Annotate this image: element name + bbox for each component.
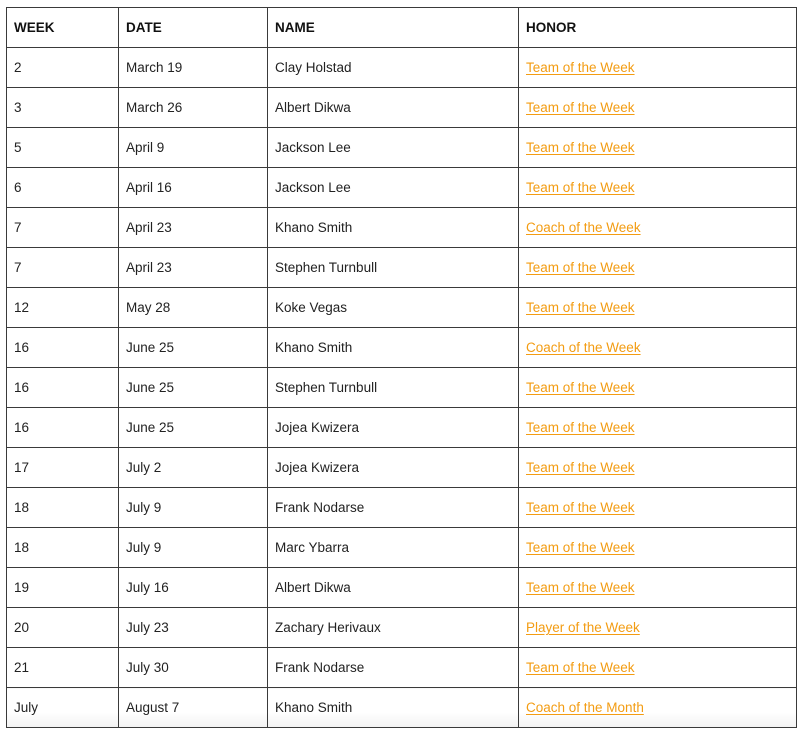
- week-cell: 19: [7, 568, 119, 608]
- column-header-week: WEEK: [7, 8, 119, 48]
- name-cell: Stephen Turnbull: [268, 248, 519, 288]
- date-cell: July 2: [119, 448, 268, 488]
- honor-link[interactable]: Coach of the Week: [526, 340, 641, 355]
- name-cell: Marc Ybarra: [268, 528, 519, 568]
- honor-link[interactable]: Team of the Week: [526, 180, 635, 195]
- date-cell: April 16: [119, 168, 268, 208]
- honor-cell: [519, 488, 797, 528]
- honor-link[interactable]: Coach of the Week: [526, 220, 641, 235]
- table-row: [7, 608, 797, 648]
- date-cell: July 30: [119, 648, 268, 688]
- honor-link[interactable]: Team of the Week: [526, 100, 635, 115]
- honor-link[interactable]: Team of the Week: [526, 420, 635, 435]
- date-cell: July 9: [119, 488, 268, 528]
- honor-link[interactable]: Coach of the Month: [526, 700, 644, 715]
- table-row: [7, 208, 797, 248]
- table-row: [7, 48, 797, 88]
- honor-cell: [519, 248, 797, 288]
- honor-link[interactable]: Team of the Week: [526, 60, 635, 75]
- table-row: [7, 288, 797, 328]
- honor-cell: [519, 128, 797, 168]
- table-row: [7, 528, 797, 568]
- header-row: [7, 8, 797, 48]
- table-row: [7, 568, 797, 608]
- honor-link[interactable]: Team of the Week: [526, 460, 635, 475]
- name-cell: Jojea Kwizera: [268, 408, 519, 448]
- date-cell: April 23: [119, 248, 268, 288]
- table-row: [7, 128, 797, 168]
- honor-cell: [519, 288, 797, 328]
- week-cell: July: [7, 688, 119, 728]
- name-cell: Jojea Kwizera: [268, 448, 519, 488]
- honor-link[interactable]: Team of the Week: [526, 660, 635, 675]
- week-cell: 18: [7, 528, 119, 568]
- date-cell: June 25: [119, 328, 268, 368]
- honor-cell: [519, 368, 797, 408]
- honor-link[interactable]: Team of the Week: [526, 500, 635, 515]
- week-cell: 7: [7, 248, 119, 288]
- date-cell: March 26: [119, 88, 268, 128]
- honor-cell: [519, 528, 797, 568]
- honor-link[interactable]: Team of the Week: [526, 580, 635, 595]
- honors-table: [6, 7, 797, 728]
- week-cell: 18: [7, 488, 119, 528]
- name-cell: Khano Smith: [268, 208, 519, 248]
- honor-cell: [519, 608, 797, 648]
- name-cell: Jackson Lee: [268, 128, 519, 168]
- table-row: [7, 688, 797, 728]
- week-cell: 21: [7, 648, 119, 688]
- name-cell: Koke Vegas: [268, 288, 519, 328]
- honor-link[interactable]: Team of the Week: [526, 300, 635, 315]
- week-cell: 16: [7, 328, 119, 368]
- name-cell: Khano Smith: [268, 328, 519, 368]
- honor-cell: [519, 208, 797, 248]
- date-cell: August 7: [119, 688, 268, 728]
- week-cell: 17: [7, 448, 119, 488]
- honor-link[interactable]: Player of the Week: [526, 620, 640, 635]
- column-header-honor: HONOR: [519, 8, 797, 48]
- honor-cell: [519, 168, 797, 208]
- week-cell: 12: [7, 288, 119, 328]
- honor-cell: [519, 448, 797, 488]
- honor-link[interactable]: Team of the Week: [526, 140, 635, 155]
- table-row: [7, 448, 797, 488]
- honor-cell: [519, 328, 797, 368]
- honor-cell: [519, 568, 797, 608]
- date-cell: June 25: [119, 408, 268, 448]
- table-row: [7, 328, 797, 368]
- honor-link[interactable]: Team of the Week: [526, 380, 635, 395]
- name-cell: Clay Holstad: [268, 48, 519, 88]
- table-row: [7, 408, 797, 448]
- name-cell: Albert Dikwa: [268, 568, 519, 608]
- date-cell: June 25: [119, 368, 268, 408]
- date-cell: April 9: [119, 128, 268, 168]
- table-row: [7, 488, 797, 528]
- week-cell: 16: [7, 408, 119, 448]
- honor-link[interactable]: Team of the Week: [526, 540, 635, 555]
- table-row: [7, 248, 797, 288]
- table-row: [7, 168, 797, 208]
- week-cell: 16: [7, 368, 119, 408]
- honor-link[interactable]: Team of the Week: [526, 260, 635, 275]
- name-cell: Jackson Lee: [268, 168, 519, 208]
- week-cell: 3: [7, 88, 119, 128]
- date-cell: April 23: [119, 208, 268, 248]
- table-body: [7, 48, 797, 728]
- date-cell: May 28: [119, 288, 268, 328]
- honor-cell: [519, 88, 797, 128]
- name-cell: Frank Nodarse: [268, 648, 519, 688]
- date-cell: July 9: [119, 528, 268, 568]
- honors-table-container: [6, 7, 796, 728]
- honor-cell: [519, 688, 797, 728]
- week-cell: 2: [7, 48, 119, 88]
- name-cell: Frank Nodarse: [268, 488, 519, 528]
- column-header-date: DATE: [119, 8, 268, 48]
- table-header: [7, 8, 797, 48]
- table-row: [7, 88, 797, 128]
- date-cell: July 16: [119, 568, 268, 608]
- name-cell: Zachary Herivaux: [268, 608, 519, 648]
- honor-cell: [519, 408, 797, 448]
- name-cell: Albert Dikwa: [268, 88, 519, 128]
- date-cell: July 23: [119, 608, 268, 648]
- honor-cell: [519, 48, 797, 88]
- week-cell: 6: [7, 168, 119, 208]
- table-row: [7, 648, 797, 688]
- column-header-name: NAME: [268, 8, 519, 48]
- week-cell: 5: [7, 128, 119, 168]
- week-cell: 20: [7, 608, 119, 648]
- week-cell: 7: [7, 208, 119, 248]
- name-cell: Khano Smith: [268, 688, 519, 728]
- name-cell: Stephen Turnbull: [268, 368, 519, 408]
- table-row: [7, 368, 797, 408]
- date-cell: March 19: [119, 48, 268, 88]
- honor-cell: [519, 648, 797, 688]
